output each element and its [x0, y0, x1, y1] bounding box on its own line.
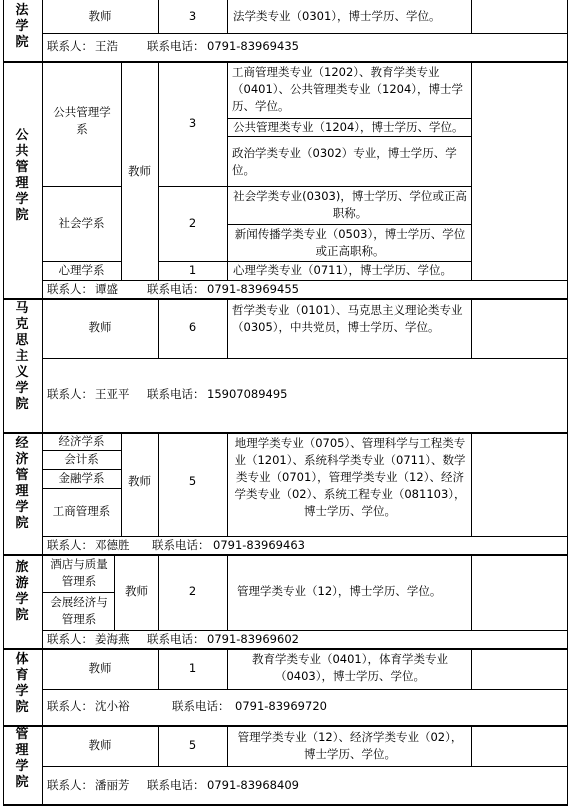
requirement-cell: 心理学类专业（0711），博士学历、学位。 — [233, 263, 453, 277]
position-cell: 教师 — [88, 661, 112, 675]
count-cell: 3 — [188, 9, 197, 23]
position-cell: 教师 — [128, 474, 151, 488]
requirement-cell: 管理学类专业（12），博士学历、学位。 — [237, 584, 442, 598]
requirement-cell: 教育学类专业（0401），体育学类专业（0403），博士学历、学位。 — [251, 652, 448, 683]
requirement-cell: 法学类专业（0301），博士学历、学位。 — [233, 9, 441, 23]
department-cell: 心理学系 — [58, 263, 105, 277]
college-name: 管 理 学 院 — [15, 727, 29, 790]
phone-label: 联系电话： — [152, 538, 210, 552]
phone-number: 0791-83969602 — [207, 632, 299, 646]
count-cell: 5 — [188, 738, 197, 752]
department-cell: 会计系 — [64, 452, 99, 466]
position-cell: 教师 — [128, 164, 151, 178]
phone-number: 0791-83969720 — [235, 699, 327, 713]
college-name: 体 育 学 院 — [15, 652, 29, 715]
phone-label: 联系电话： — [147, 387, 205, 401]
contact-name: 潘丽芳 — [95, 778, 130, 792]
department-cell: 经济学系 — [58, 434, 105, 448]
contact-name: 王浩 — [95, 39, 118, 53]
contact-label: 联系人： — [47, 699, 93, 713]
contact-label: 联系人： — [47, 387, 93, 401]
contact-label: 联系人： — [47, 282, 93, 296]
college-name: 旅 游 学 院 — [15, 560, 29, 623]
contact-name: 姜海燕 — [95, 632, 130, 646]
requirement-cell: 哲学类专业（0101）、马克思主义理论类专业（0305），中共党员，博士学历、学位。 — [232, 303, 463, 334]
requirement-cell: 地理学类专业（0705）、管理科学与工程类专业（1201）、系统科学类专业（0711）、数学类专业（0701），管理学类专业（12）、经济学类专业（02）、系统工程专业（081103），博士学历、学位。 — [234, 436, 466, 518]
department-cell: 金融学系 — [58, 471, 105, 485]
contact-label: 联系人： — [47, 538, 93, 552]
contact-name: 谭盛 — [95, 282, 118, 296]
requirement-cell: 管理学类专业（12）、经济学类专业（02），博士学历、学位。 — [237, 730, 463, 761]
phone-label: 联系电话： — [147, 632, 205, 646]
contact-label: 联系人： — [47, 39, 93, 53]
phone-label: 联系电话： — [147, 39, 205, 53]
position-cell: 教师 — [88, 738, 112, 752]
count-cell: 2 — [188, 216, 197, 230]
position-cell: 教师 — [88, 320, 112, 334]
contact-label: 联系人： — [47, 778, 93, 792]
contact-label: 联系人： — [47, 632, 93, 646]
count-cell: 1 — [188, 661, 197, 675]
college-name: 马 克 思 主 义 学 院 — [15, 301, 29, 412]
requirement-cell: 社会学类专业(0303)，博士学历、学位或正高职称。 — [233, 189, 467, 220]
department-cell: 公共管理学系 — [53, 105, 111, 136]
phone-number: 0791-83969435 — [207, 39, 299, 53]
department-cell: 会展经济与管理系 — [50, 595, 108, 626]
requirement-cell: 公共管理类专业（1204），博士学历、学位。 — [233, 120, 464, 134]
count-cell: 5 — [188, 474, 197, 488]
count-cell: 6 — [188, 320, 197, 334]
count-cell: 1 — [188, 263, 197, 277]
college-name: 法 学 院 — [15, 3, 29, 50]
position-cell: 教师 — [88, 9, 112, 23]
count-cell: 2 — [188, 584, 197, 598]
table-border-left — [3, 0, 4, 806]
contact-name: 沈小裕 — [95, 699, 130, 713]
college-name: 经 济 管 理 学 院 — [15, 436, 29, 531]
college-name: 公 共 管 理 学 院 — [15, 128, 29, 223]
requirement-cell: 新闻传播学类专业（0503），博士学历、学位或正高职称。 — [234, 227, 466, 258]
phone-number: 15907089495 — [207, 387, 288, 401]
phone-label: 联系电话： — [147, 282, 205, 296]
department-cell: 酒店与质量管理系 — [50, 557, 108, 588]
count-cell: 3 — [188, 116, 197, 130]
phone-label: 联系电话： — [172, 699, 230, 713]
table-border-right — [567, 0, 568, 806]
contact-name: 邓德胜 — [95, 538, 130, 552]
requirement-cell: 工商管理类专业（1202）、教育学类专业（0401）、公共管理类专业（1204），博士学历、学位。 — [232, 65, 464, 113]
contact-name: 王亚平 — [95, 387, 130, 401]
requirement-cell: 政治学类专业（0302）专业，博士学历、学位。 — [232, 146, 457, 177]
phone-number: 0791-83969463 — [213, 538, 305, 552]
department-cell: 工商管理系 — [52, 504, 111, 518]
phone-number: 0791-83968409 — [207, 778, 299, 792]
phone-number: 0791-83969455 — [207, 282, 299, 296]
phone-label: 联系电话： — [147, 778, 205, 792]
position-cell: 教师 — [125, 584, 148, 598]
department-cell: 社会学系 — [58, 216, 105, 230]
college-column-divider — [42, 0, 43, 806]
